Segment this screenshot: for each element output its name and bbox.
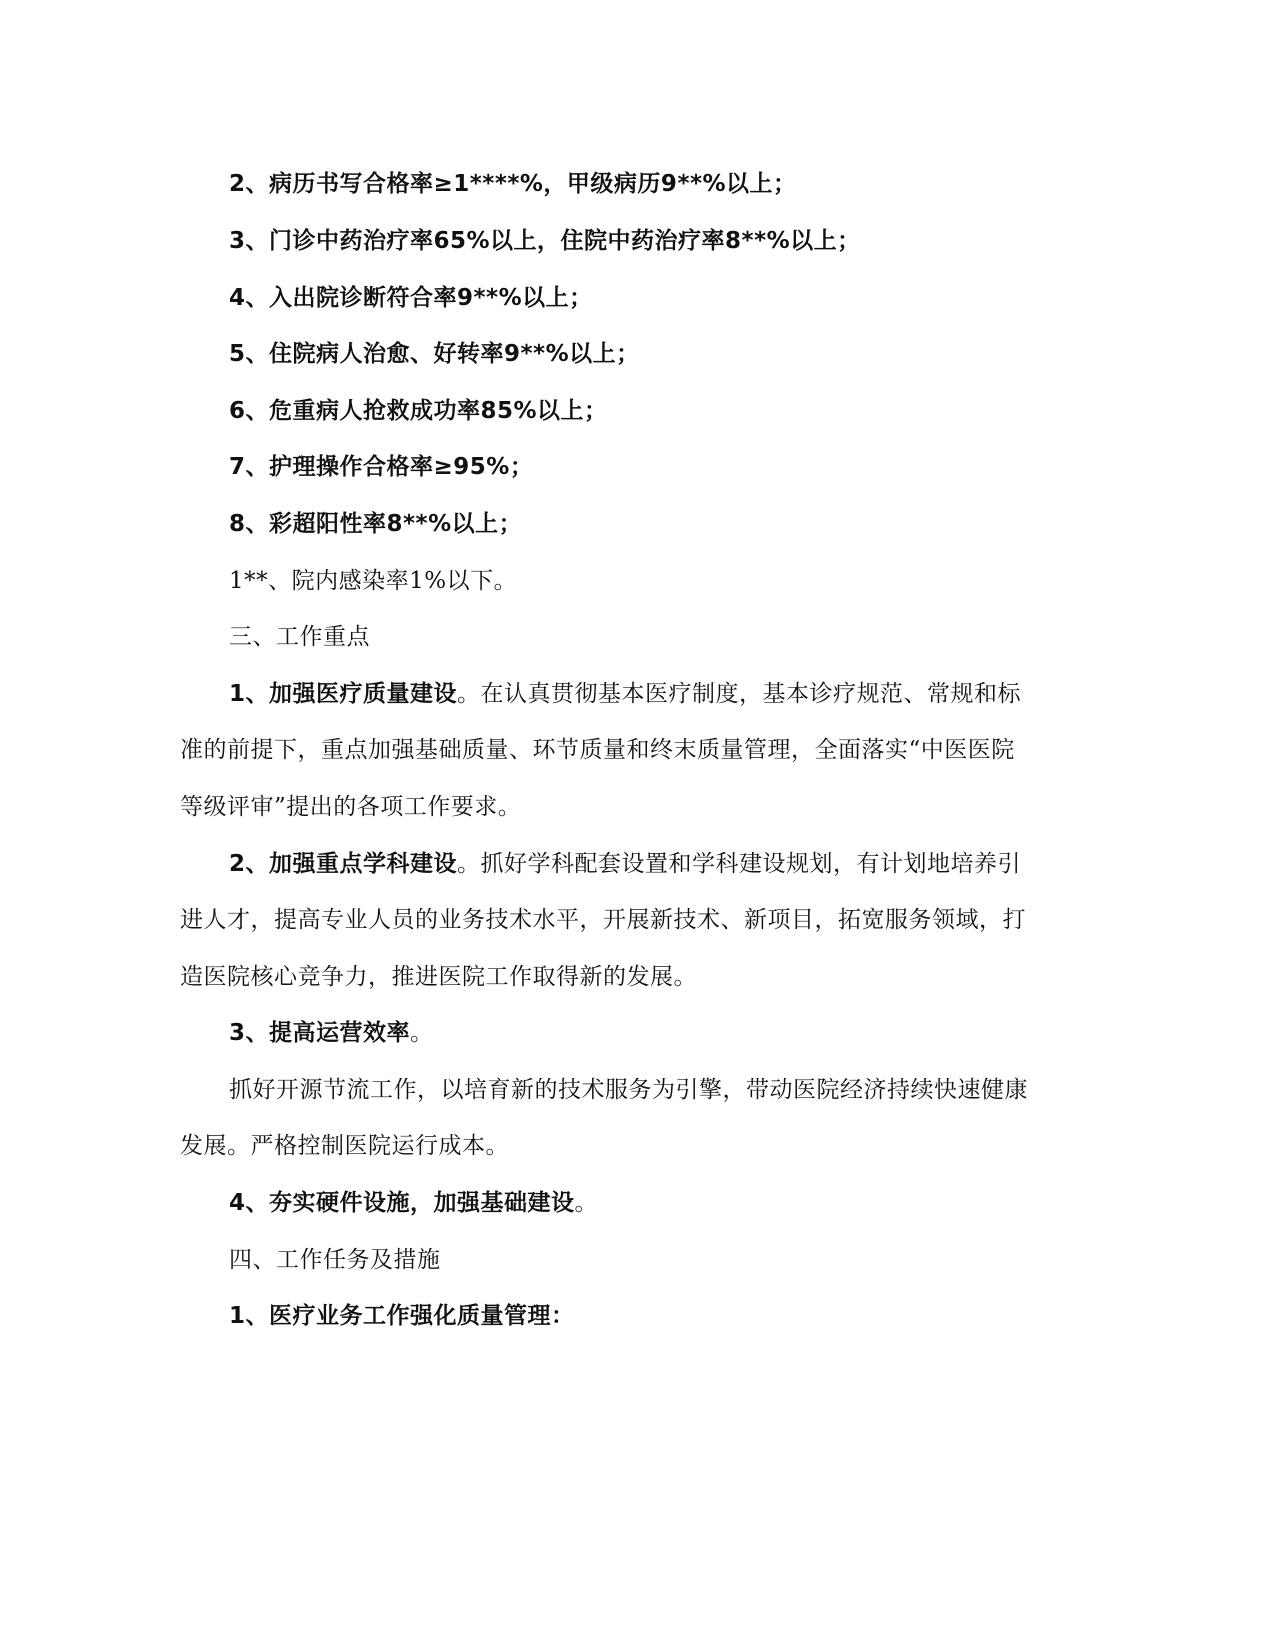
paragraph-line: 发展。严格控制医院运行成本。 [180, 1133, 509, 1159]
paragraph-line: 抓好开源节流工作，以培育新的技术服务为引擎，带动医院经济持续快速健康 [229, 1077, 1028, 1103]
target-item: 3、门诊中药治疗率65%以上，住院中药治疗率8**%以上； [229, 228, 861, 254]
item-text: 。 [410, 1020, 434, 1046]
paragraph-line [229, 849, 1021, 879]
section-heading: 四、工作任务及措施 [229, 1247, 441, 1273]
target-item: 7、护理操作合格率≥95%； [229, 454, 534, 480]
paragraph-line [229, 1188, 598, 1218]
infection-target: 1**、院内感染率1%以下。 [229, 568, 518, 594]
item-title: 3、提高运营效率 [229, 1020, 411, 1046]
target-item: 8、彩超阳性率8**%以上； [229, 511, 523, 537]
target-item: 4、入出院诊断符合率9**%以上； [229, 285, 593, 311]
item-text: 。在认真贯彻基本医疗制度，基本诊疗规范、常规和标 [457, 681, 1022, 707]
paragraph-line [229, 679, 1021, 709]
paragraph-line: 等级评审”提出的各项工作要求。 [180, 794, 522, 820]
item-title: 1、医疗业务工作强化质量管理： [229, 1303, 575, 1329]
target-item: 2、病历书写合格率≥1****%，甲级病历9**%以上； [229, 171, 797, 197]
paragraph-line: 造医院核心竞争力，推进医院工作取得新的发展。 [180, 964, 697, 990]
item-text: 。 [574, 1190, 599, 1216]
paragraph-line: 进人才，提高专业人员的业务技术水平，开展新技术、新项目，拓宽服务领域，打 [180, 907, 1026, 933]
paragraph-line: 准的前提下，重点加强基础质量、环节质量和终末质量管理，全面落实“中医医院 [180, 737, 1015, 763]
item-title: 2、加强重点学科建设 [229, 851, 458, 877]
item-title: 1、加强医疗质量建设 [229, 681, 458, 707]
paragraph-line [229, 1018, 434, 1048]
section-heading: 三、工作重点 [229, 624, 370, 650]
target-item: 5、住院病人治愈、好转率9**%以上； [229, 341, 640, 367]
item-title: 4、夯实硬件设施，加强基础建设 [229, 1190, 575, 1216]
item-text: 。抓好学科配套设置和学科建设规划，有计划地培养引 [457, 851, 1022, 877]
target-item: 6、危重病人抢救成功率85%以上； [229, 398, 608, 424]
